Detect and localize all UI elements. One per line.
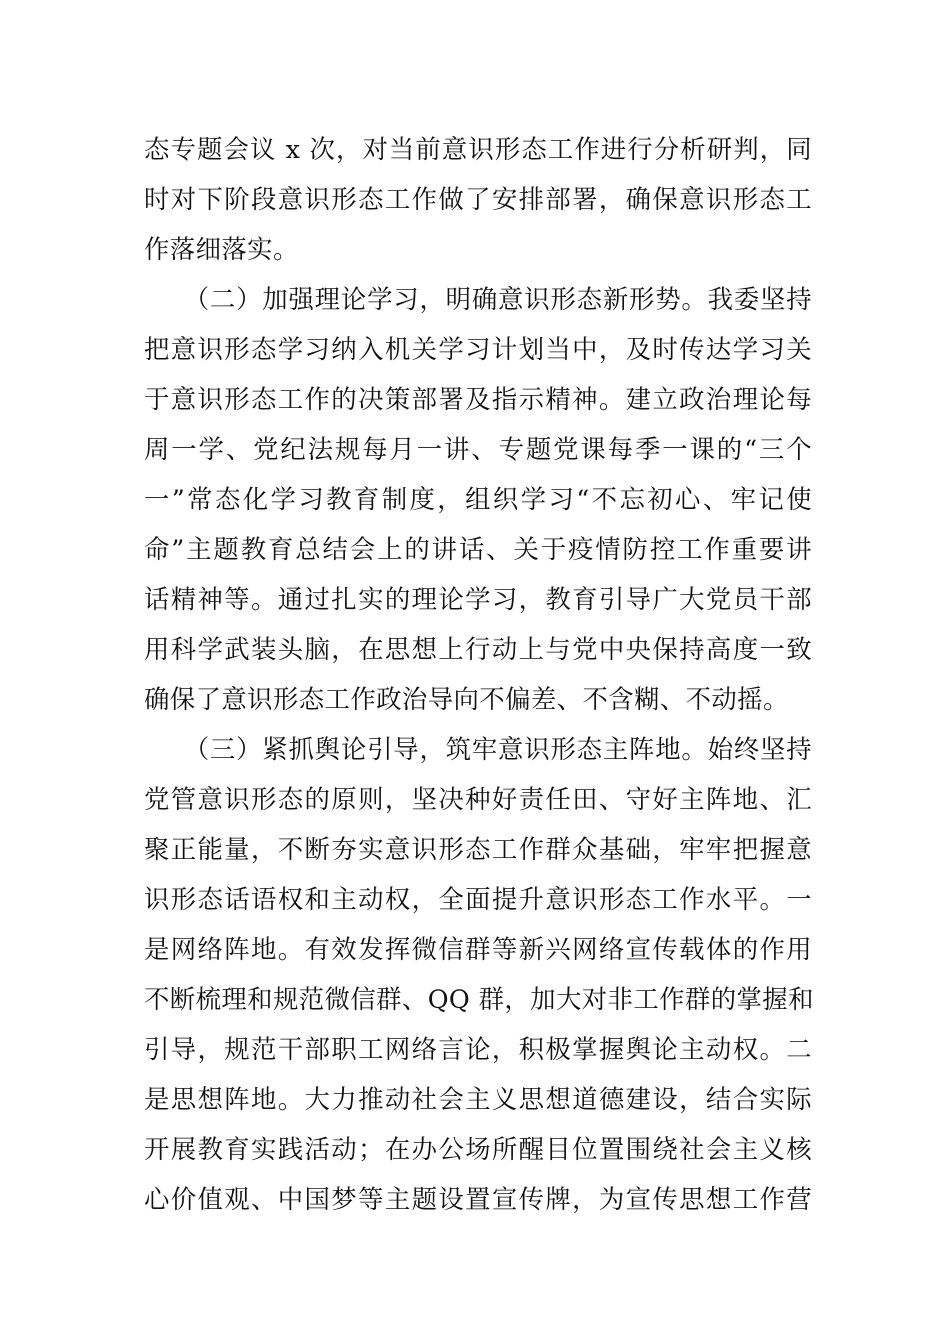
text-line: 不断梳理和规范微信群、QQ 群，加大对非工作群的掌握和 <box>144 984 814 1014</box>
text-line: 确保了意识形态工作政治导向不偏差、不含糊、不动摇。 <box>144 684 789 714</box>
text-line: 时对下阶段意识形态工作做了安排部署，确保意识形态工 <box>144 184 812 214</box>
text-line: 引导，规范干部职工网络言论，积极掌握舆论主动权。二 <box>144 1034 812 1064</box>
paragraph-heading-line: （三）紧抓舆论引导，筑牢意识形态主阵地。始终坚持 <box>144 734 812 764</box>
text-line: 话精神等。通过扎实的理论学习，教育引导广大党员干部 <box>144 584 812 614</box>
text-line: 心价值观、中国梦等主题设置宣传牌，为宣传思想工作营 <box>144 1184 812 1214</box>
text-line: 是思想阵地。大力推动社会主义思想道德建设，结合实际 <box>144 1084 812 1114</box>
paragraph-heading-line: （二）加强理论学习，明确意识形态新形势。我委坚持 <box>144 284 812 314</box>
text-line: 作落细落实。 <box>144 234 299 264</box>
text-line: 命”主题教育总结会上的讲话、关于疫情防控工作重要讲 <box>144 534 812 564</box>
text-line: 把意识形态学习纳入机关学习计划当中，及时传达学习关 <box>144 334 812 364</box>
text-line: 于意识形态工作的决策部署及指示精神。建立政治理论每 <box>144 384 812 414</box>
text-line: 开展教育实践活动；在办公场所醒目位置围绕社会主义核 <box>144 1134 812 1164</box>
text-line: 是网络阵地。有效发挥微信群等新兴网络宣传载体的作用 <box>144 934 812 964</box>
text-line: 党管意识形态的原则，坚决种好责任田、守好主阵地、汇 <box>144 784 812 814</box>
text-line: 态专题会议 x 次，对当前意识形态工作进行分析研判，同 <box>144 134 812 164</box>
text-line: 周一学、党纪法规每月一讲、专题党课每季一课的“三个 <box>144 434 812 464</box>
text-line: 识形态话语权和主动权，全面提升意识形态工作水平。一 <box>144 884 812 914</box>
text-line: 一”常态化学习教育制度，组织学习“不忘初心、牢记使 <box>144 484 812 514</box>
text-line: 用科学武装头脑，在思想上行动上与党中央保持高度一致 <box>144 634 812 664</box>
text-line: 聚正能量，不断夯实意识形态工作群众基础，牢牢把握意 <box>144 834 812 864</box>
